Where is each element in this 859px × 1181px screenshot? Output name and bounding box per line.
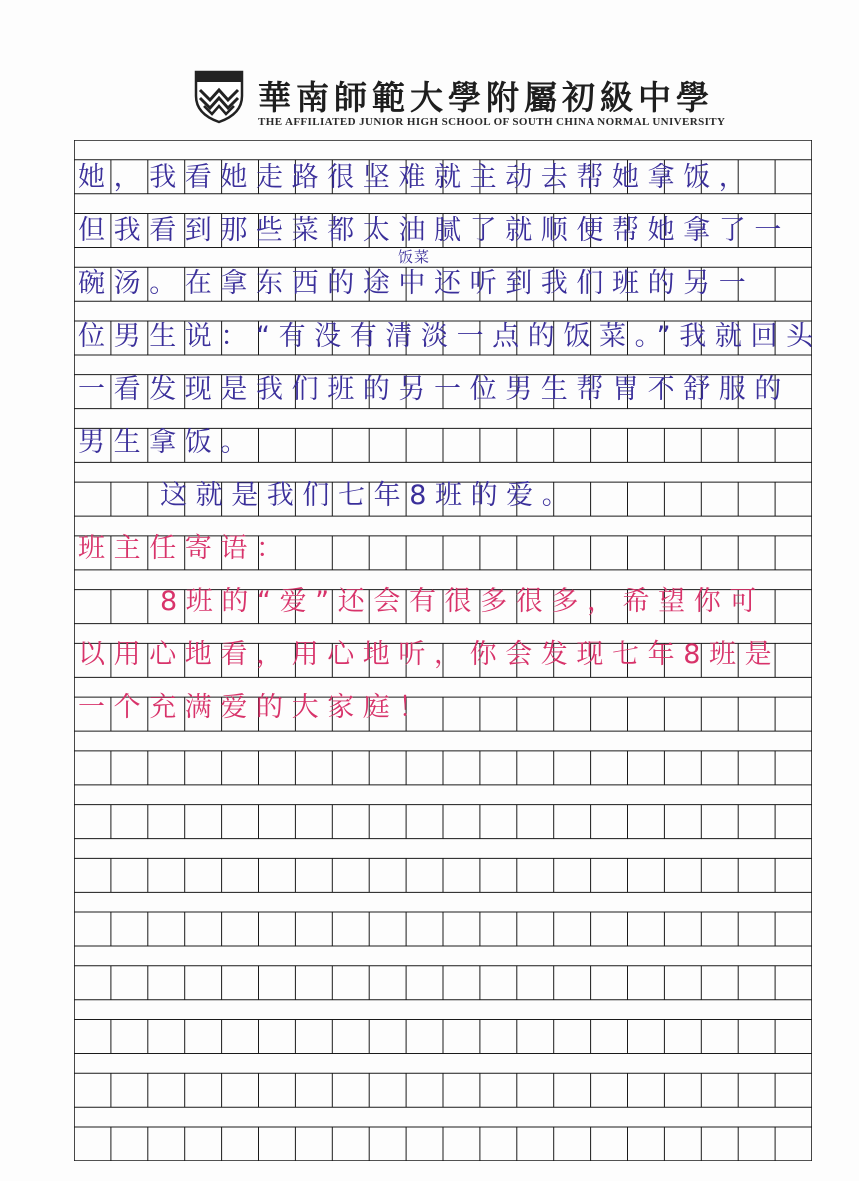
essay-line: 碗汤。在拿东西的途中还听到我们班的另一 bbox=[78, 268, 755, 299]
teacher-comment-heading: 班主任寄语： bbox=[78, 533, 292, 564]
teacher-comment-line: 一个充满爱的大家庭！ bbox=[78, 692, 434, 723]
essay-line: 男生拿饭。 bbox=[78, 427, 256, 458]
teacher-comment-line: 以用心地看，用心地听，你会发现七年8班是 bbox=[78, 639, 781, 670]
school-name-english: THE AFFILIATED JUNIOR HIGH SCHOOL OF SOUTH CHINA NORMAL UNIVERSITY bbox=[258, 116, 726, 128]
essay-conclusion: 这就是我们七年8班的爱。 bbox=[160, 480, 578, 511]
essay-line: 位男生说：“有没有清淡一点的饭菜。”我就回头 bbox=[78, 321, 822, 352]
essay-line: 一看发现是我们班的另一位男生帮胃不舒服的 bbox=[78, 374, 790, 405]
school-letterhead bbox=[190, 66, 726, 130]
school-crest-icon bbox=[190, 66, 248, 124]
essay-line: 但我看到那些菜都太油腻了就顺便帮她拿了一 bbox=[78, 215, 790, 246]
essay-line: 她，我看她走路很坚难就主动去帮她拿饭， bbox=[78, 162, 755, 193]
school-name-chinese: 華南師範大學附屬初級中學 bbox=[258, 78, 714, 117]
insertion-mark: 饭菜 bbox=[398, 248, 431, 266]
teacher-comment-line: 8班的“爱”还会有很多很多，希望你可 bbox=[160, 586, 765, 617]
